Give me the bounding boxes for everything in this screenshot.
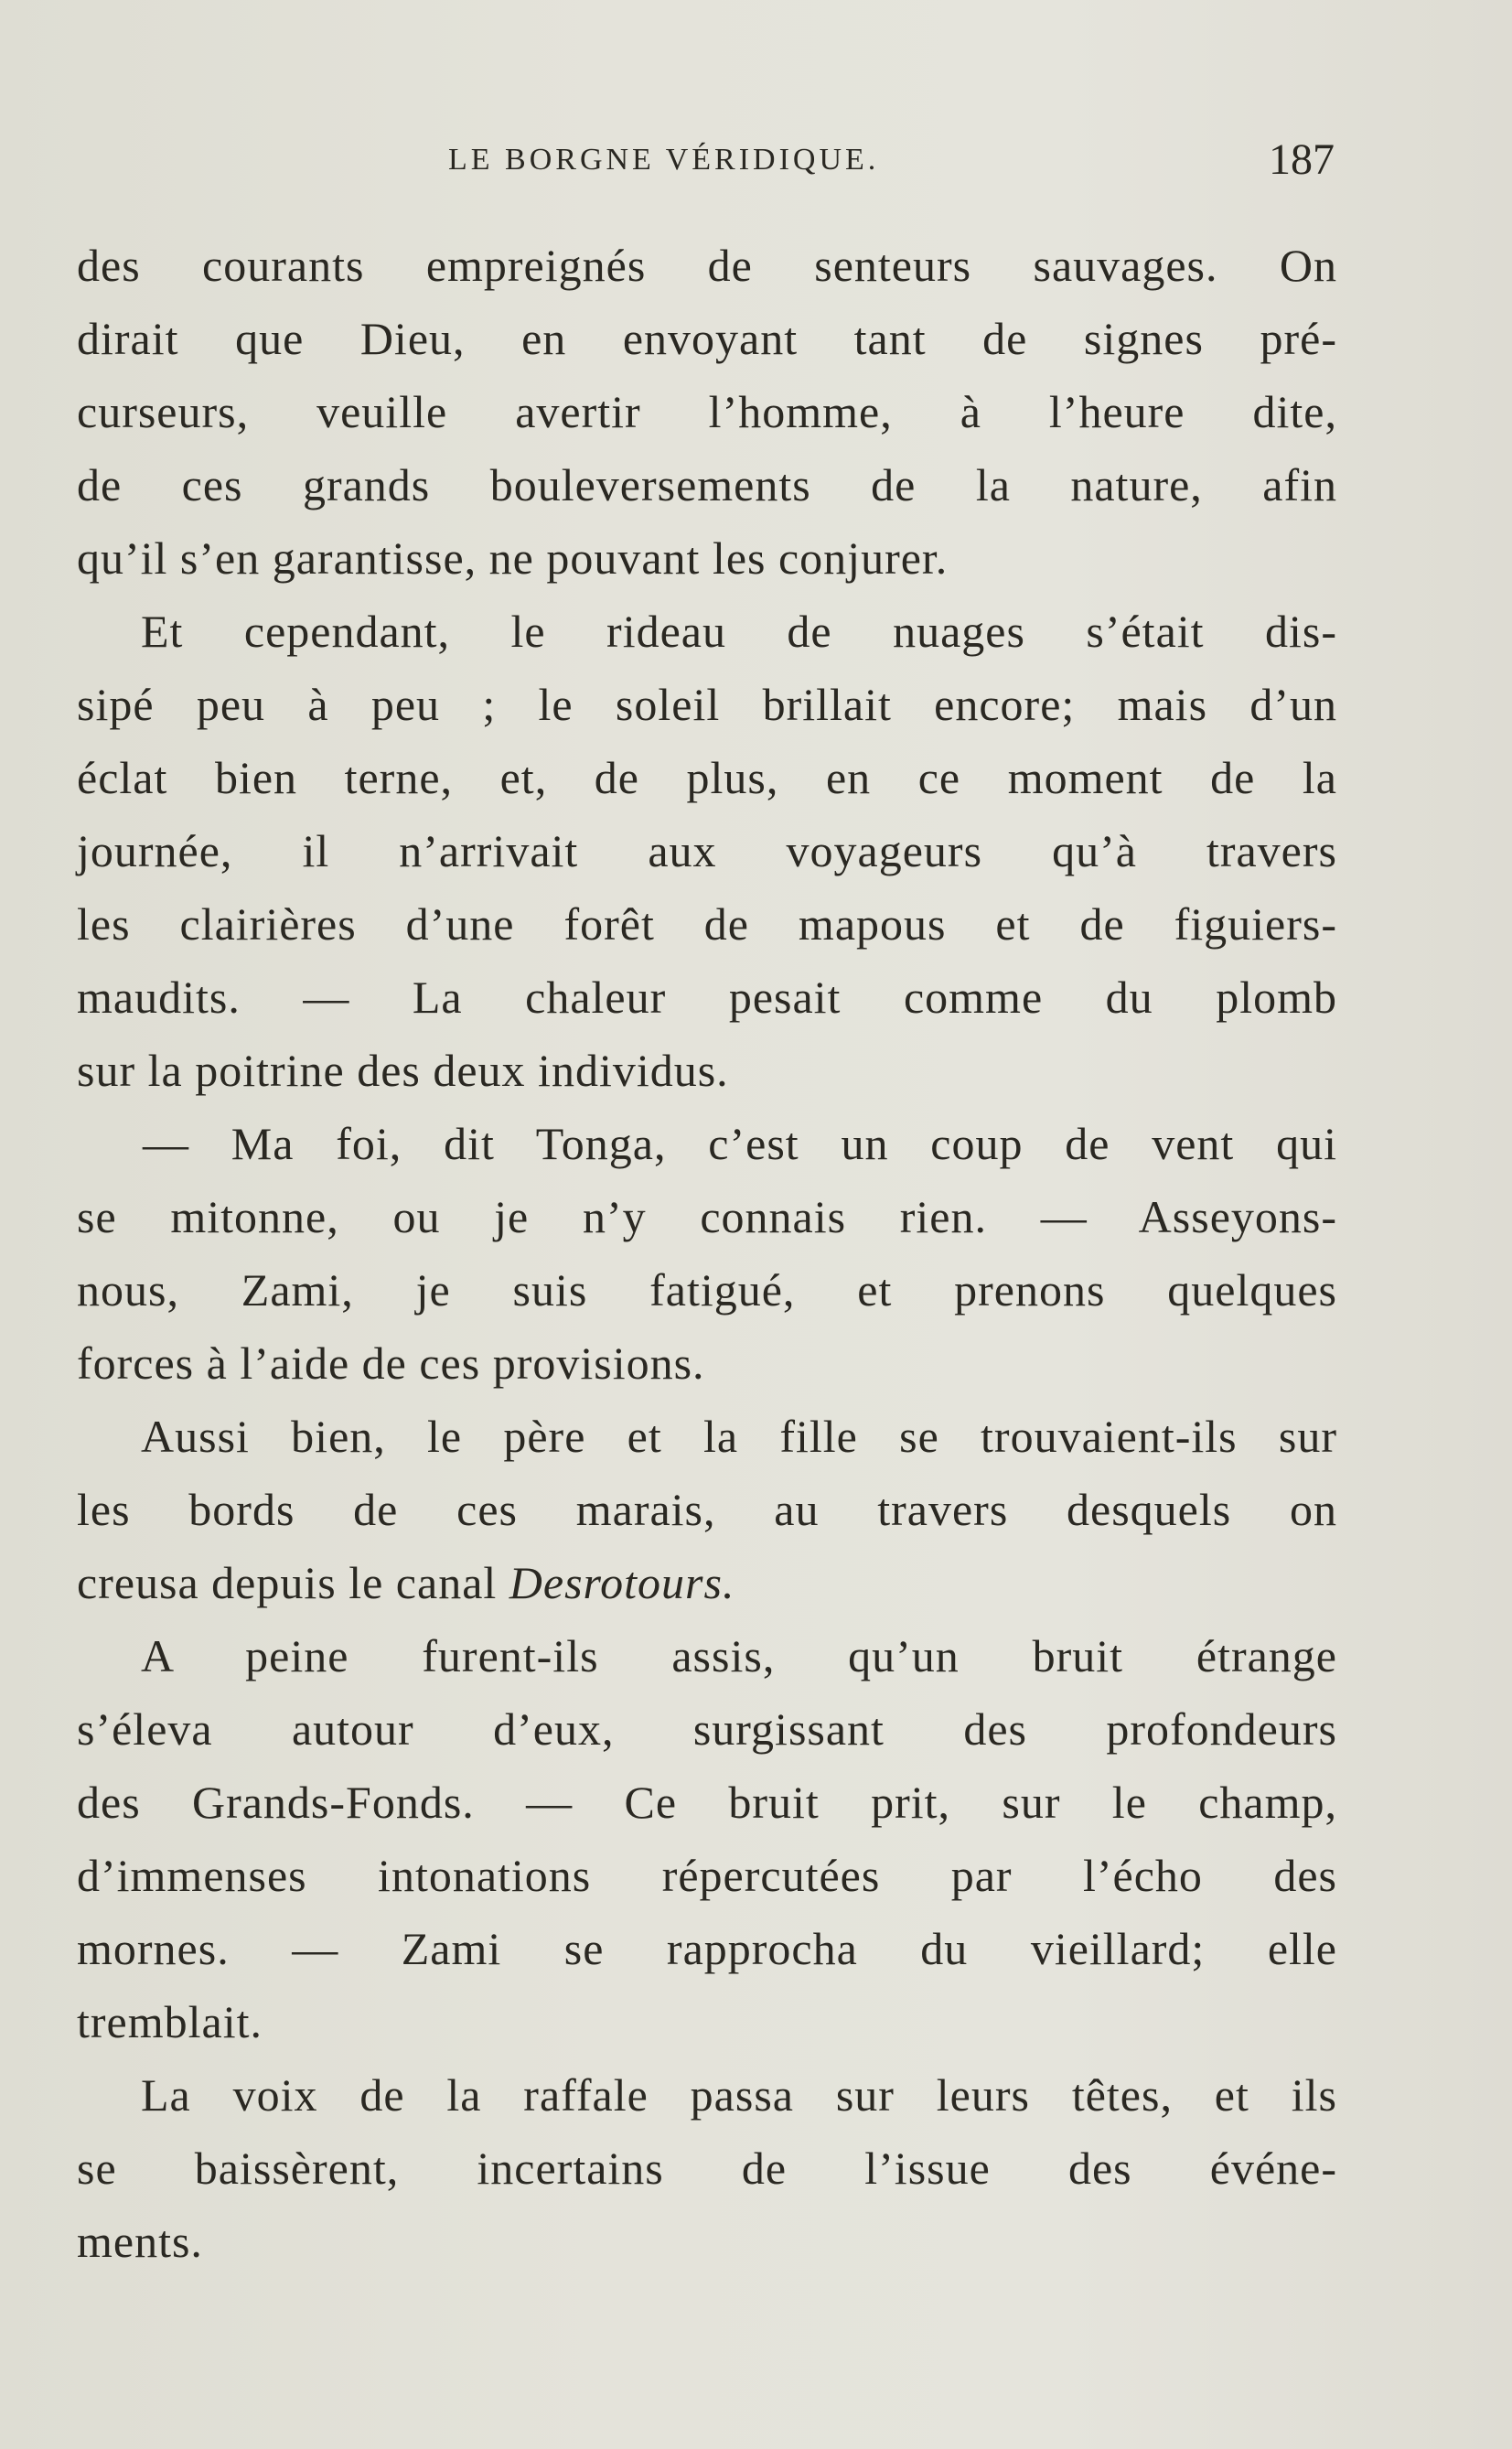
text-line: les clairières d’une forêt de mapous et de figuiers- [77, 898, 1337, 950]
text-line: nous, Zami, je suis fatigué, et prenons quelques [77, 1264, 1337, 1316]
text-line: des Grands-Fonds. — Ce bruit prit, sur le champ, [77, 1777, 1337, 1828]
text-line: dirait que Dieu, en envoyant tant de signes pré- [77, 313, 1337, 364]
text-line: maudits. — La chaleur pesait comme du plomb [77, 972, 1337, 1023]
text-line [77, 1546, 1337, 1619]
running-title: LE BORGNE VÉRIDIQUE. [448, 143, 880, 177]
running-head [0, 137, 1512, 192]
dialogue-line: — Ma foi, dit Tonga, c’est un coup de vent qui [143, 1118, 1337, 1169]
paragraph-start-line: La voix de la raffale passa sur leurs têtes, et ils [141, 2069, 1337, 2121]
page-number: 187 [1269, 135, 1335, 184]
paragraph-start-line: Aussi bien, le père et la fille se trouvaient-ils sur [141, 1411, 1337, 1462]
text-line: forces à l’aide de ces provisions. [77, 1337, 705, 1389]
text-line: tremblait. [77, 1996, 263, 2047]
text-line: journée, il n’arrivait aux voyageurs qu’à travers [77, 825, 1337, 876]
text-line: curseurs, veuille avertir l’homme, à l’heure dite, [77, 386, 1337, 437]
text-line: sipé peu à peu ; le soleil brillait encore; mais d’un [77, 679, 1337, 730]
paragraph-start-line: Et cependant, le rideau de nuages s’était dis- [141, 606, 1337, 657]
text-line: éclat bien terne, et, de plus, en ce moment de la [77, 752, 1337, 803]
text-line: d’immenses intonations répercutées par l’écho des [77, 1850, 1337, 1901]
text-line: sur la poitrine des deux individus. [77, 1045, 729, 1096]
text-line: se mitonne, ou je n’y connais rien. — Asseyons- [77, 1191, 1337, 1242]
text-line: de ces grands bouleversements de la nature, afin [77, 459, 1337, 510]
text-line-part: creusa depuis le canal [77, 1557, 498, 1608]
text-line: ments. [77, 2216, 203, 2267]
text-line: qu’il s’en garantisse, ne pouvant les conjurer. [77, 532, 949, 584]
text-line: mornes. — Zami se rapprocha du vieillard; elle [77, 1923, 1337, 1974]
body-text [77, 229, 1337, 2278]
text-line: les bords de ces marais, au travers desquels on [77, 1484, 1337, 1535]
canal-name: Desrotours. [509, 1557, 735, 1608]
text-line: s’éleva autour d’eux, surgissant des profondeurs [77, 1703, 1337, 1755]
text-line: se baissèrent, incertains de l’issue des événe- [77, 2143, 1337, 2194]
paragraph-start-line: A peine furent-ils assis, qu’un bruit étrange [141, 1630, 1337, 1681]
text-line: des courants empreignés de senteurs sauvages. On [77, 240, 1337, 291]
